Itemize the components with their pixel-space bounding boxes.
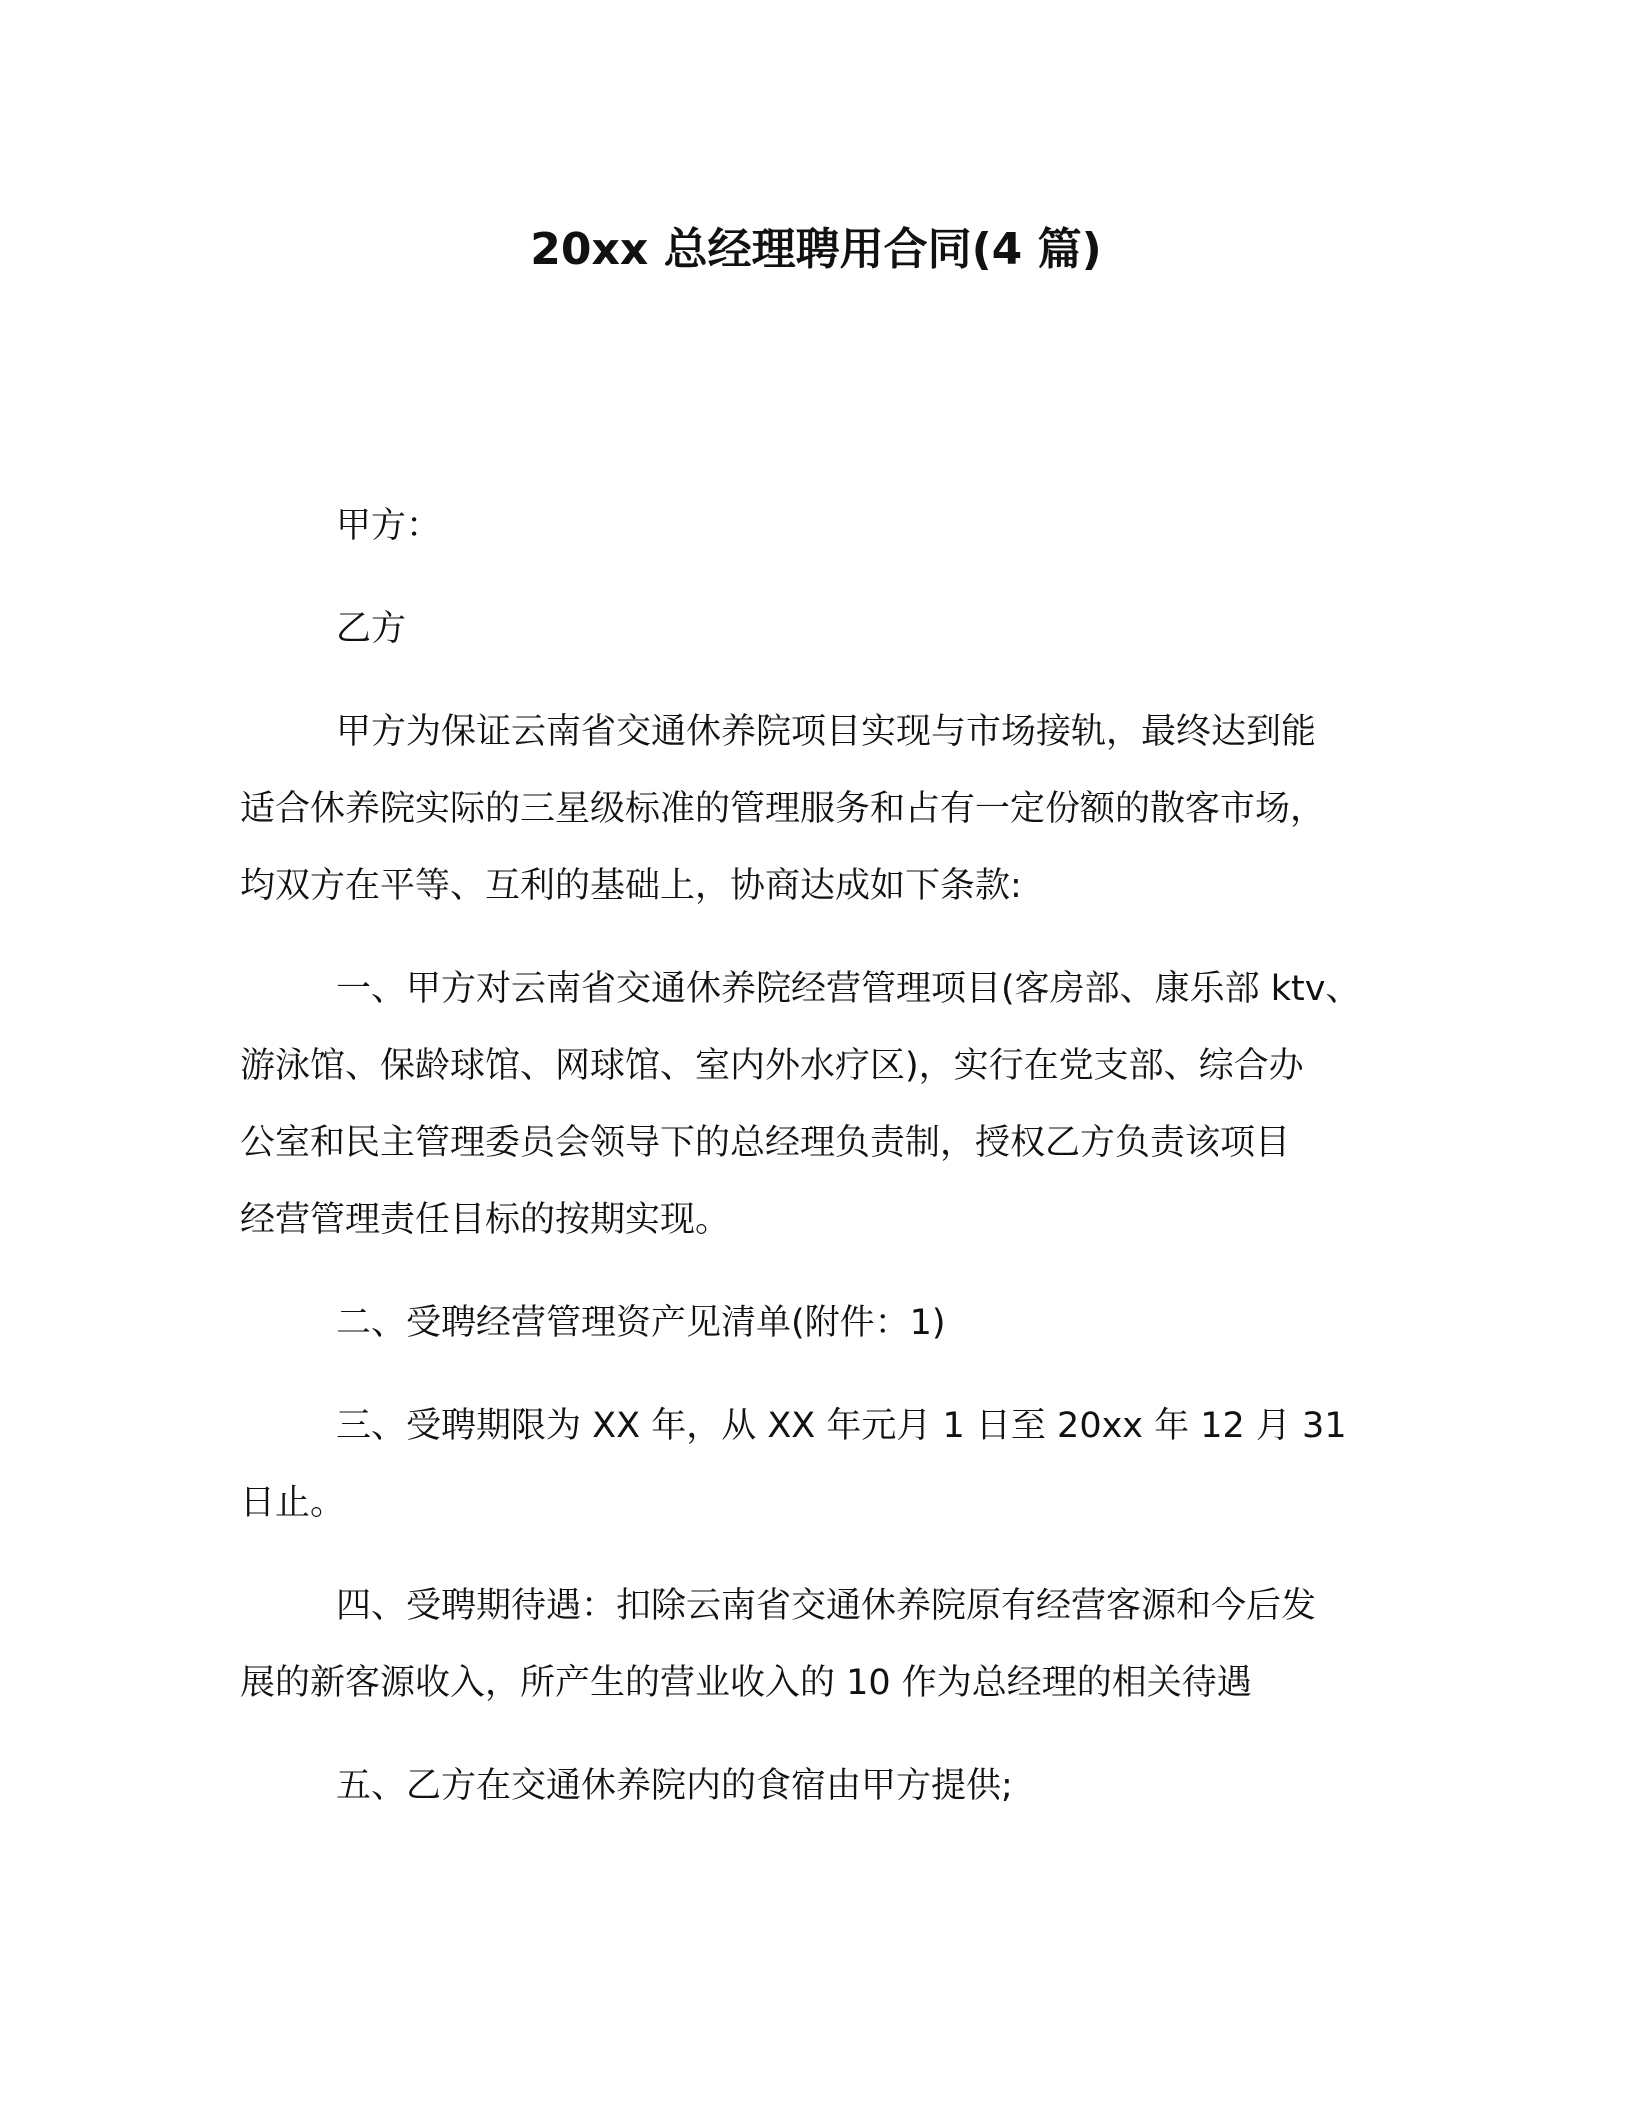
clause-1-paragraph <box>240 951 1410 1259</box>
clause-2-paragraph <box>240 1285 1410 1362</box>
text-line: 公室和民主管理委员会领导下的总经理负责制，授权乙方负责该项目 <box>240 1123 1291 1163</box>
text-line: 一、甲方对云南省交通休养院经营管理项目(客房部、康乐部 ktv、 <box>336 969 1361 1009</box>
party-a-line <box>240 488 1410 565</box>
text-line: 均双方在平等、互利的基础上，协商达成如下条款: <box>240 866 1022 906</box>
clause-5-paragraph <box>240 1748 1410 1825</box>
clause-3-paragraph <box>240 1388 1410 1542</box>
text-line: 日止。 <box>240 1483 346 1523</box>
document-title: 20xx 总经理聘用合同(4 篇) <box>530 224 1102 275</box>
text-line: 三、受聘期限为 XX 年，从 XX 年元月 1 日至 20xx 年 12 月 31 <box>336 1406 1347 1446</box>
text-line: 适合休养院实际的三星级标准的管理服务和占有一定份额的散客市场， <box>240 789 1326 829</box>
party-b-line <box>240 591 1410 668</box>
text-line: 经营管理责任目标的按期实现。 <box>240 1200 731 1240</box>
text-line: 乙方 <box>336 609 407 649</box>
text-line: 展的新客源收入，所产生的营业收入的 10 作为总经理的相关待遇 <box>240 1663 1252 1703</box>
text-line: 甲方为保证云南省交通休养院项目实现与市场接轨，最终达到能 <box>336 712 1317 752</box>
text-line: 五、乙方在交通休养院内的食宿由甲方提供; <box>336 1766 1013 1806</box>
document-body <box>240 488 1410 1851</box>
text-line: 四、受聘期待遇：扣除云南省交通休养院原有经营客源和今后发 <box>336 1586 1317 1626</box>
preamble-paragraph <box>240 694 1410 925</box>
text-line: 游泳馆、保龄球馆、网球馆、室内外水疗区)，实行在党支部、综合办 <box>240 1046 1304 1086</box>
clause-4-paragraph <box>240 1568 1410 1722</box>
text-line: 二、受聘经营管理资产见清单(附件：1) <box>336 1303 946 1343</box>
text-line: 甲方： <box>336 506 442 546</box>
